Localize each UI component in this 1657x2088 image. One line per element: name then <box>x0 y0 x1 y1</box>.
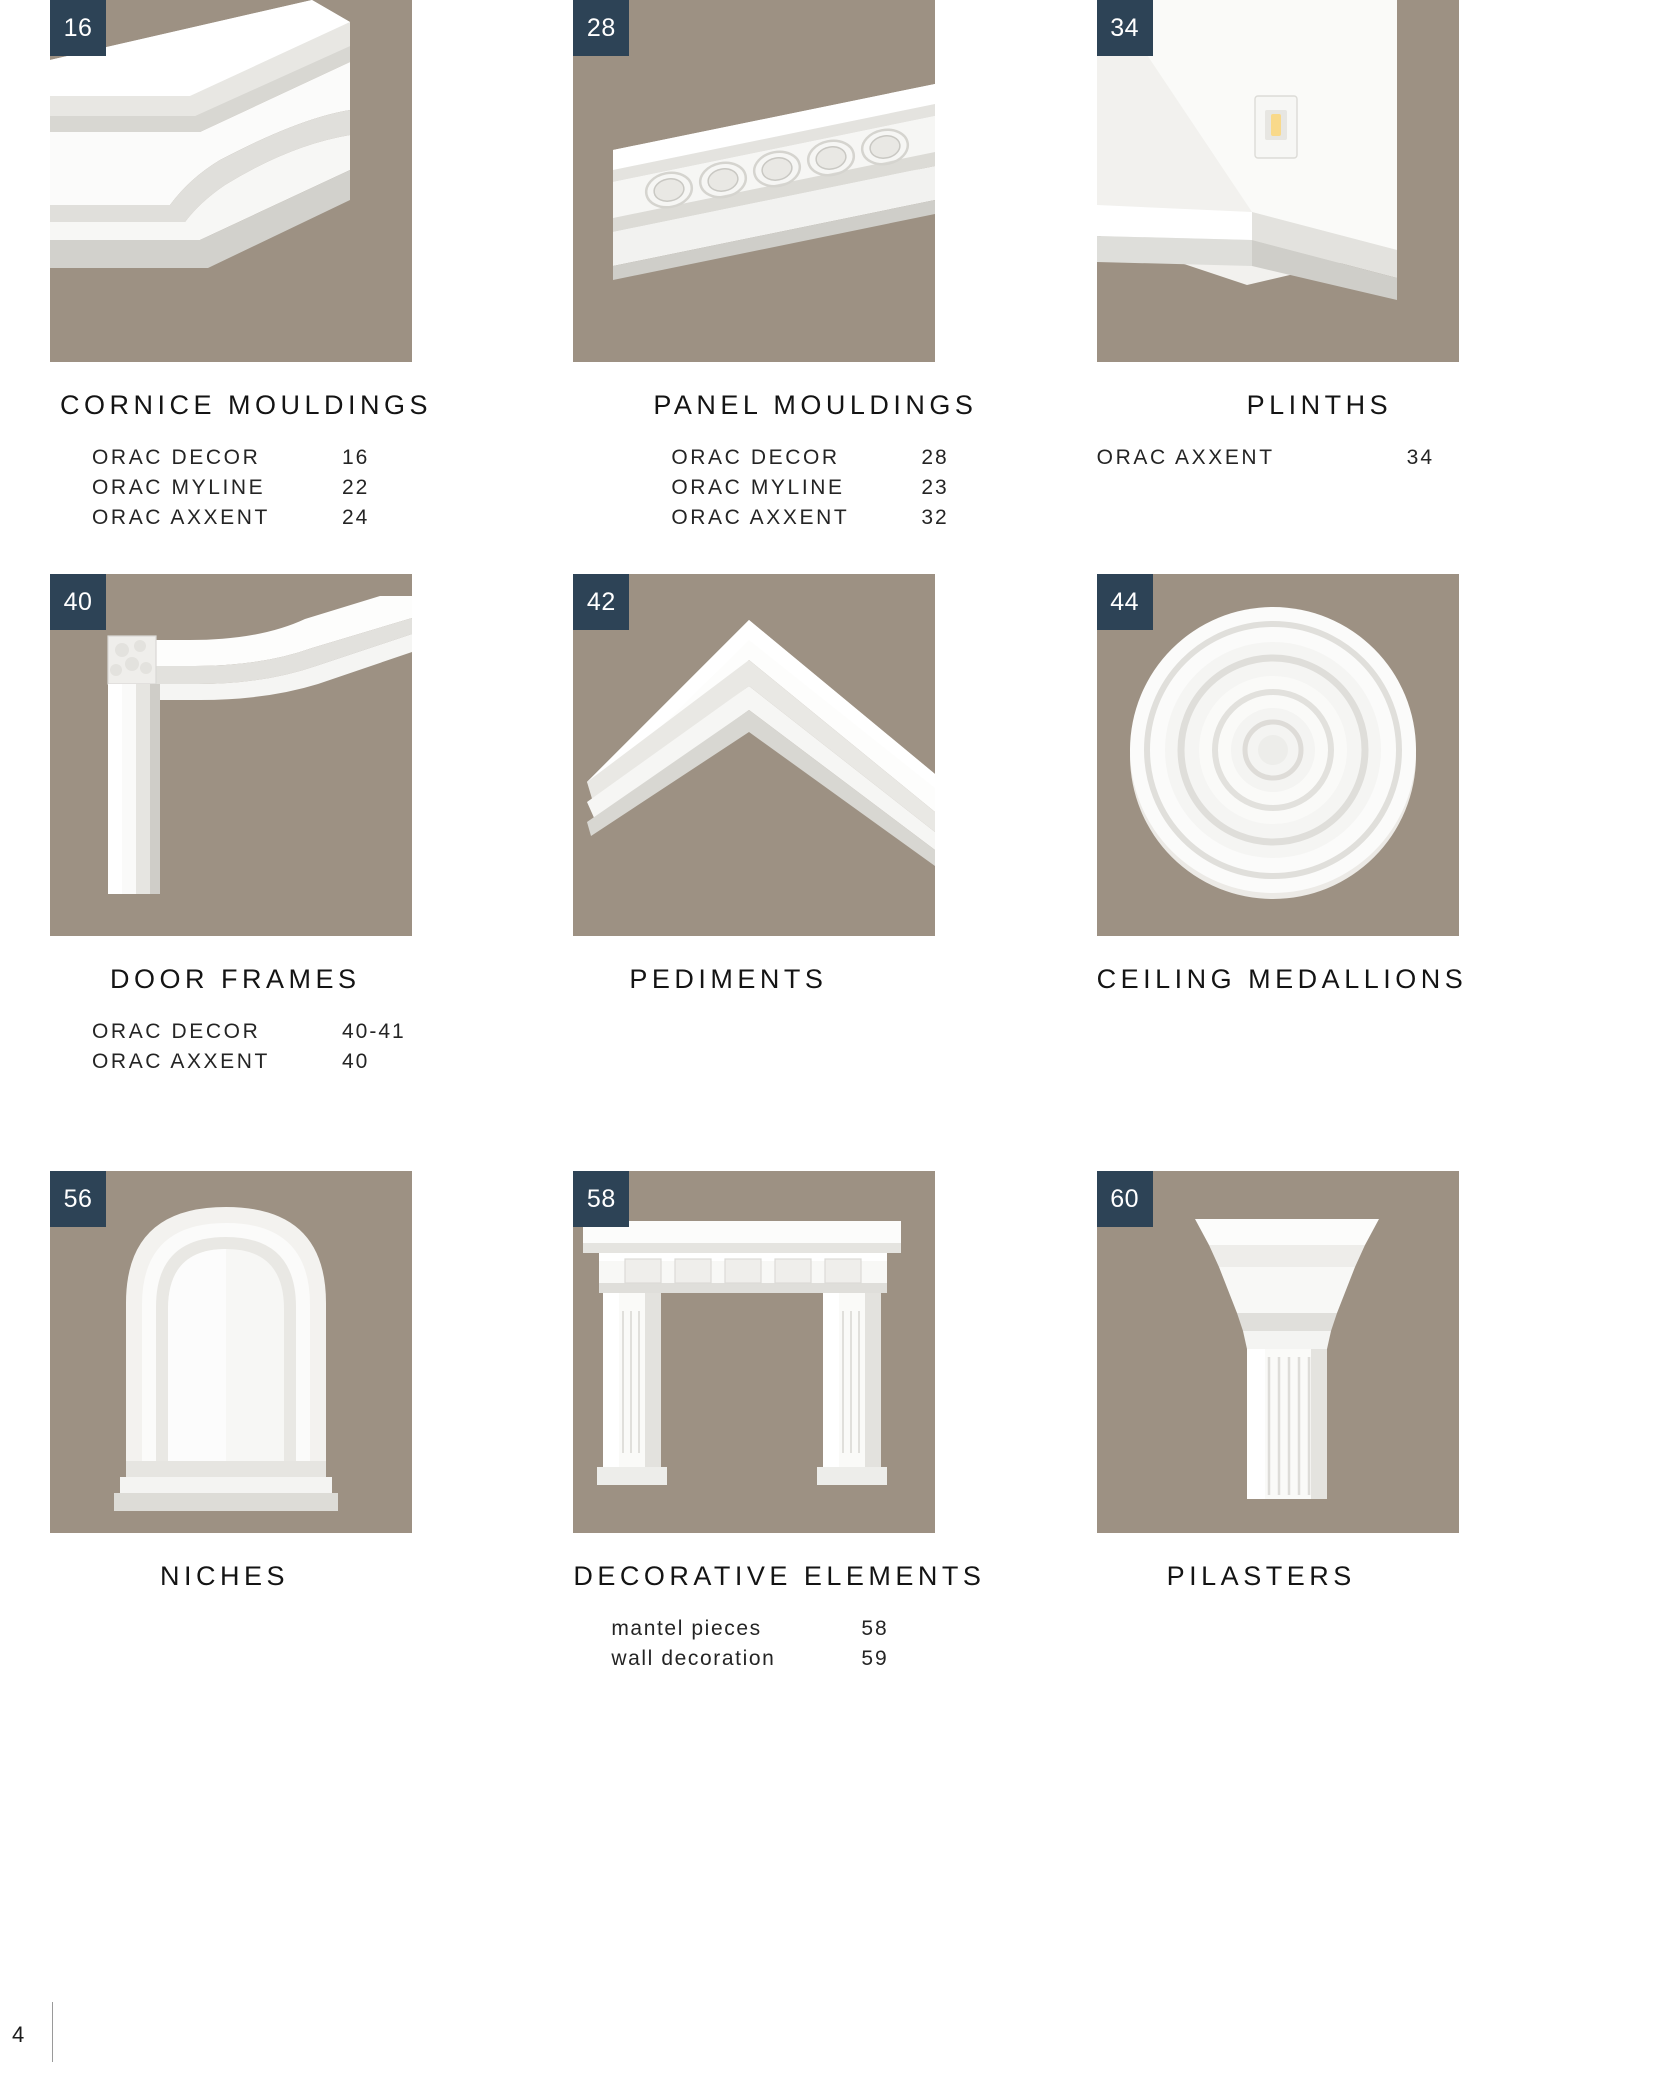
section-entry-list <box>92 443 452 532</box>
entry-name: ORAC MYLINE <box>671 475 845 499</box>
entry-name: mantel pieces <box>611 1617 762 1641</box>
entry-page: 32 <box>921 505 949 529</box>
entry-name: ORAC DECOR <box>671 446 840 469</box>
list-item[interactable] <box>671 473 1031 503</box>
section-entry-list <box>611 1614 1031 1674</box>
section-caption: PILASTERS <box>1166 1561 1356 1592</box>
section-plinths[interactable] <box>1097 0 1620 532</box>
list-item[interactable] <box>611 1644 1031 1674</box>
section-panel-mouldings[interactable] <box>573 0 1096 532</box>
entry-name: ORAC DECOR <box>92 1020 261 1044</box>
list-item[interactable] <box>671 503 1031 533</box>
list-item[interactable] <box>92 503 452 533</box>
entry-name: ORAC MYLINE <box>92 475 266 499</box>
entry-page: 23 <box>921 475 949 499</box>
section-caption: PEDIMENTS <box>629 964 828 995</box>
list-item[interactable] <box>671 443 1031 473</box>
section-caption: CEILING MEDALLIONS <box>1096 964 1468 995</box>
list-item[interactable] <box>92 1017 472 1047</box>
section-niches[interactable] <box>50 1171 573 1674</box>
section-cornice-mouldings[interactable] <box>50 0 573 532</box>
section-row <box>50 1171 1620 1674</box>
list-item[interactable] <box>1097 443 1517 473</box>
section-caption: NICHES <box>160 1561 290 1592</box>
page-badge[interactable]: 42 <box>573 574 629 630</box>
entry-name: ORAC AXXENT <box>92 505 270 529</box>
entry-page: 58 <box>861 1617 889 1641</box>
entry-page: 34 <box>1406 446 1435 469</box>
page-number: 4 <box>12 2022 25 2047</box>
entry-page: 40 <box>342 1050 370 1074</box>
section-door-frames[interactable] <box>50 574 573 1077</box>
page-badge[interactable]: 60 <box>1097 1171 1153 1227</box>
section-caption: CORNICE MOULDINGS <box>60 390 433 420</box>
entry-page: 16 <box>342 446 370 469</box>
section-entry-list <box>92 1017 472 1077</box>
list-item[interactable] <box>92 1047 472 1077</box>
entry-name: wall decoration <box>611 1646 776 1670</box>
section-entry-list <box>1097 443 1517 473</box>
entry-page: 59 <box>861 1646 889 1670</box>
section-grid <box>50 0 1620 1674</box>
page-badge[interactable]: 28 <box>573 0 629 56</box>
section-row <box>50 0 1620 532</box>
section-pilasters[interactable] <box>1097 1171 1620 1674</box>
section-caption: DOOR FRAMES <box>110 964 361 995</box>
list-item[interactable] <box>92 443 452 473</box>
entry-name: ORAC AXXENT <box>92 1050 270 1074</box>
entry-page: 22 <box>342 475 370 499</box>
entry-name: ORAC DECOR <box>92 446 261 469</box>
section-entry-list <box>671 443 1031 532</box>
entry-name: ORAC AXXENT <box>1096 446 1275 469</box>
section-caption: DECORATIVE ELEMENTS <box>573 1561 986 1592</box>
section-caption: PANEL MOULDINGS <box>653 390 978 420</box>
page-badge[interactable]: 34 <box>1097 0 1153 56</box>
list-item[interactable] <box>92 473 452 503</box>
section-caption: PLINTHS <box>1246 390 1393 420</box>
page-badge[interactable]: 56 <box>50 1171 106 1227</box>
entry-page: 24 <box>342 505 370 529</box>
entry-name: ORAC AXXENT <box>671 505 850 529</box>
entry-page: 40-41 <box>342 1020 406 1044</box>
section-row <box>50 574 1620 1077</box>
page-badge[interactable]: 16 <box>50 0 106 56</box>
section-decorative-elements[interactable] <box>573 1171 1096 1674</box>
page-badge[interactable]: 44 <box>1097 574 1153 630</box>
list-item[interactable] <box>611 1614 1031 1644</box>
section-ceiling-medallions[interactable] <box>1097 574 1620 1077</box>
page-badge[interactable]: 58 <box>573 1171 629 1227</box>
footer-divider <box>52 2002 53 2062</box>
section-pediments[interactable] <box>573 574 1096 1077</box>
page-badge[interactable]: 40 <box>50 574 106 630</box>
entry-page: 28 <box>921 446 949 469</box>
